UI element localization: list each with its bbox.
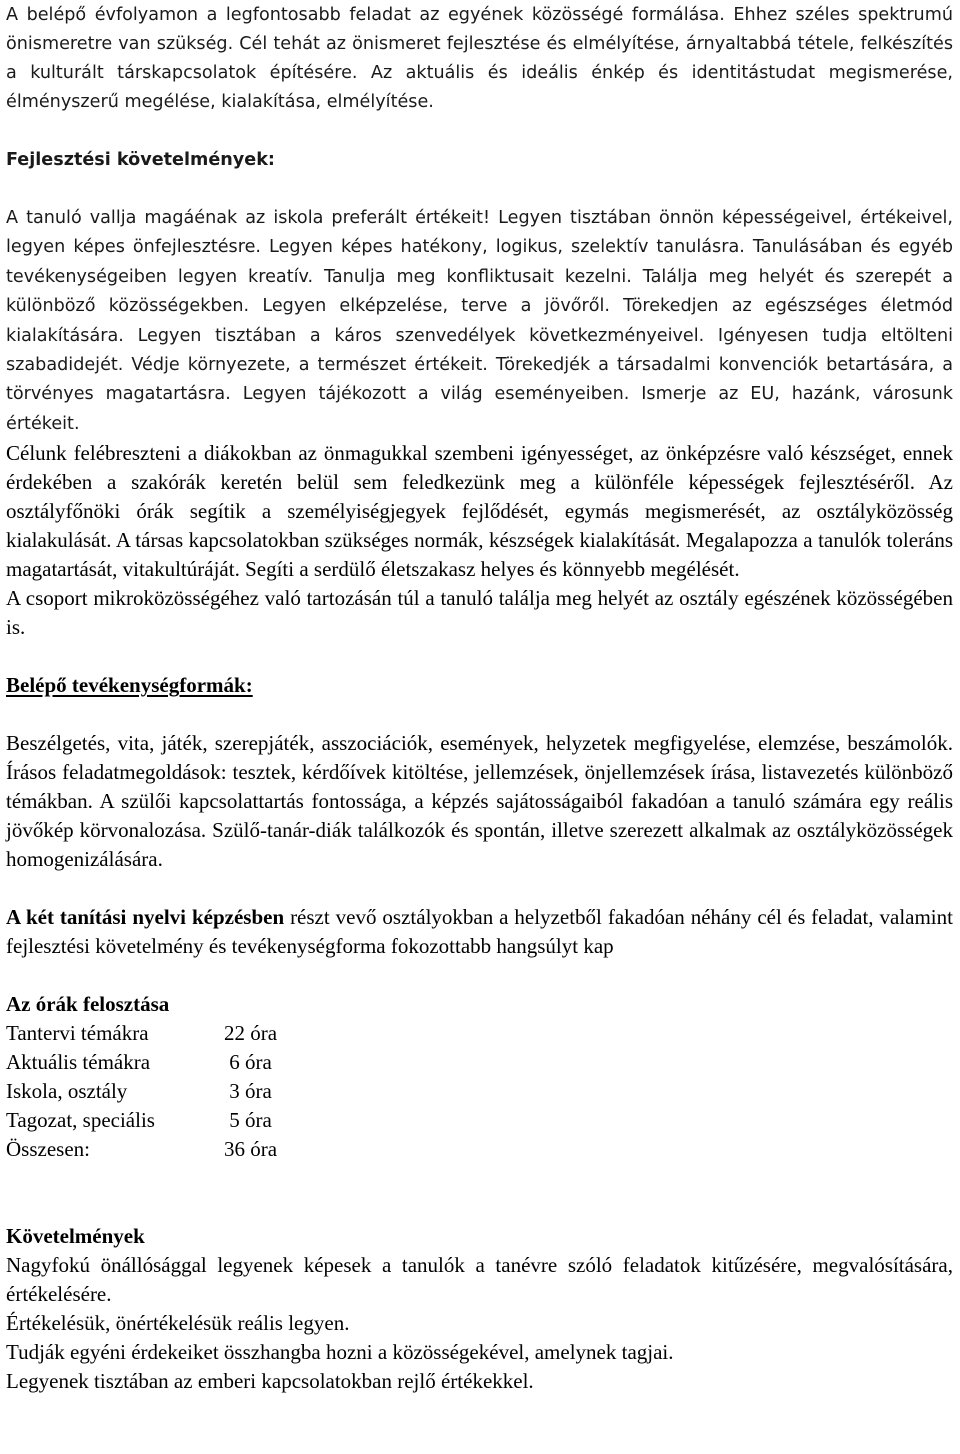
goal-paragraph: Célunk felébreszteni a diákokban az önmagukkal szembeni igényességet, az önképzésre való készséget, ennek érdekében a szakórák keretén belül sem feledkezünk meg a különféle képességek fejlesztéséről. Az osztályfőnöki órák segítik a személyiségjegyek fejlődését, egymás megismerését, az osztályközösség kialakulását. A társas kapcsolatokban szükséges normák, készségek kialakítását. Megalapozza a tanulók toleráns magatartását, vitakultúráját. Segíti a serdülő életszakasz helyes és könnyebb megélését. [6,441,953,582]
intro-paragraph: A belépő évfolyamon a legfontosabb feladat az egyének közösségé formálása. Ehhez széles spektrumú önismeretre van szükség. Cél tehát az önismeret fejlesztése és elmélyítése, árnyaltabbá tétele, felkészítés a kulturált társkapcsolatok építésére. Az aktuális és ideális énkép és identitástudat megismerése, élményszerű megélése, kialakítása, elmélyítése. [6,5,953,112]
hours-row-value: 3 óra [224,1079,272,1104]
requirements-line: Tudják egyéni érdekeiket összhangba hozni a közösségekével, amelynek tagjai. [6,1340,674,1365]
development-heading: Fejlesztési követelmények: [6,150,275,170]
bilingual-rest: részt vevő osztályokban a helyzetből fakadóan néhány cél és feladat, valamint fejlesztési követelmény és tevékenységforma fokozottabb hangsúlyt kap [6,905,953,959]
hours-row-label: Iskola, osztály [6,1079,128,1104]
activities-paragraph: Beszélgetés, vita, játék, szerepjáték, asszociációk, események, helyzetek megfigyelése, elemzése, beszámolók. Írásos feladatmegoldások: tesztek, kérdőívek kitöltése, jellemzések, önjellemzések írása, listavezetés különböző témákban. A szülői kapcsolattartás fontossága, a képzés sajátosságaiból fakadóan a tanuló számára egy reális jövőkép körvonalozása. Szülő-tanár-diák találkozók és spontán, illetve szerezett alkalmak az osztályközösségek homogenizálására. [6,731,953,872]
requirements-line: Legyenek tisztában az emberi kapcsolatokban rejlő értékekkel. [6,1369,534,1394]
hours-row-label: Aktuális témákra [6,1050,151,1075]
bilingual-bold-lead: A két tanítási nyelvi képzésben [6,905,285,930]
requirements-line: Értékelésük, önértékelésük reális legyen. [6,1311,350,1336]
hours-row-label: Tantervi témákra [6,1021,149,1046]
requirements-heading: Követelmények [6,1224,145,1249]
hours-row-label: Összesen: [6,1137,90,1162]
hours-heading: Az órák felosztása [6,992,170,1017]
hours-row-value: 22 óra [224,1021,278,1046]
hours-row-value: 6 óra [224,1050,272,1075]
hours-row-label: Tagozat, speciális [6,1108,155,1133]
hours-table [6,1019,953,1164]
group-paragraph: A csoport mikroközösségéhez való tartozásán túl a tanuló találja meg helyét az osztály egészének közösségében is. [6,586,953,640]
hours-row-value: 36 óra [224,1137,278,1162]
development-lead-paragraph: A tanuló vallja magáénak az iskola preferált értékeit! Legyen tisztában önnön képességeivel, értékeivel, legyen képes önfejlesztésre. Legyen képes hatékony, logikus, szelektív tanulásra. Tanulásában és egyéb tevékenységeiben legyen kreatív. Tanulja meg konfliktusait kezelni. Találja meg helyét és szerepét a különböző közösségekben. Legyen elképzelése, terve a jövőről. Törekedjen az egészséges életmód kialakítására. Legyen tisztában a káros szenvedélyek következményeivel. Igényesen tudja eltölteni szabadidejét. Védje környezete, a természet értékeit. Törekedjék a társadalmi konvenciók betartására, a törvényes magatartásra. Legyen tájékozott a világ eseményeiben. Ismerje az EU, hazánk, városunk értékeit. [6,208,953,434]
hours-row-value: 5 óra [224,1108,272,1133]
bilingual-paragraph [6,903,953,961]
requirements-line: Nagyfokú önállósággal legyenek képesek a tanulók a tanévre szóló feladatok kitűzésére, megvalósítására, értékelésére. [6,1253,953,1307]
activities-heading: Belépő tevékenységformák: [6,673,253,698]
